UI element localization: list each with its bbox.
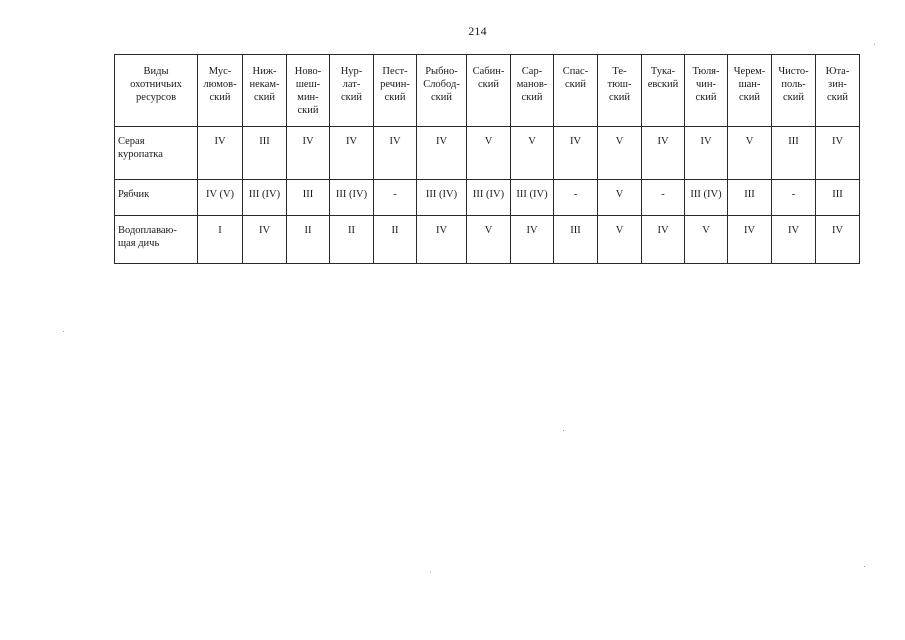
- table-cell: III: [243, 127, 287, 180]
- table-cell: IV: [772, 216, 816, 264]
- table-cell: III (IV): [417, 180, 467, 216]
- table-row: [115, 127, 860, 180]
- column-header-district: Рыбно- Слобод- ский: [417, 55, 467, 127]
- table-cell: V: [598, 216, 642, 264]
- scan-speck: [864, 566, 865, 567]
- hunting-resources-table: [114, 54, 860, 264]
- table-cell: IV: [816, 216, 860, 264]
- column-header-district: Тука- евский: [642, 55, 685, 127]
- table-cell: IV: [374, 127, 417, 180]
- table-cell: IV: [417, 216, 467, 264]
- scan-speck: [563, 430, 564, 431]
- table-cell: III: [728, 180, 772, 216]
- table-cell: IV: [642, 216, 685, 264]
- table-cell: III (IV): [243, 180, 287, 216]
- table-cell: III (IV): [685, 180, 728, 216]
- table-cell: -: [642, 180, 685, 216]
- column-header-district: Сар- манов- ский: [511, 55, 554, 127]
- header-row: [115, 55, 860, 127]
- table-row: [115, 216, 860, 264]
- table-cell: III (IV): [467, 180, 511, 216]
- scan-speck: [430, 572, 431, 573]
- column-header-district: Спас- ский: [554, 55, 598, 127]
- column-header-district: Нур- лат- ский: [330, 55, 374, 127]
- table-cell: IV: [198, 127, 243, 180]
- column-header-district: Черем- шан- ский: [728, 55, 772, 127]
- table-row: [115, 180, 860, 216]
- column-header-district: Тюля- чин- ский: [685, 55, 728, 127]
- table-cell: III: [772, 127, 816, 180]
- column-header-district: Ниж- некам- ский: [243, 55, 287, 127]
- table-cell: V: [685, 216, 728, 264]
- table-cell: III (IV): [511, 180, 554, 216]
- column-header-district: Юта- зин- ский: [816, 55, 860, 127]
- table-cell: V: [511, 127, 554, 180]
- table-cell: IV: [554, 127, 598, 180]
- column-header-district: Чисто- поль- ский: [772, 55, 816, 127]
- table-cell: IV (V): [198, 180, 243, 216]
- table-cell: I: [198, 216, 243, 264]
- table-cell: IV: [685, 127, 728, 180]
- scan-speck: [874, 44, 875, 45]
- table-cell: II: [287, 216, 330, 264]
- table-cell: -: [554, 180, 598, 216]
- scan-speck: [63, 331, 64, 332]
- table-cell: V: [467, 127, 511, 180]
- table-cell: V: [728, 127, 772, 180]
- table-cell: III: [287, 180, 330, 216]
- table-cell: V: [598, 127, 642, 180]
- table-cell: III: [816, 180, 860, 216]
- table-cell: III: [554, 216, 598, 264]
- column-header-district: Пест- речин- ский: [374, 55, 417, 127]
- table-cell: IV: [287, 127, 330, 180]
- column-header-district: Те- тюш- ский: [598, 55, 642, 127]
- column-header-resource-type: Виды охотничьих ресурсов: [115, 55, 198, 127]
- table-cell: -: [374, 180, 417, 216]
- row-header-resource: Серая куропатка: [115, 127, 198, 180]
- column-header-district: Мус- люмов- ский: [198, 55, 243, 127]
- table-cell: IV: [642, 127, 685, 180]
- table-cell: IV: [330, 127, 374, 180]
- column-header-district: Сабин- ский: [467, 55, 511, 127]
- table-cell: V: [598, 180, 642, 216]
- table-cell: V: [467, 216, 511, 264]
- row-header-resource: Рябчик: [115, 180, 198, 216]
- table-cell: IV: [728, 216, 772, 264]
- row-header-resource: Водоплаваю- щая дичь: [115, 216, 198, 264]
- table-cell: IV: [417, 127, 467, 180]
- table-cell: IV: [511, 216, 554, 264]
- table-cell: -: [772, 180, 816, 216]
- table-cell: II: [330, 216, 374, 264]
- table-cell: III (IV): [330, 180, 374, 216]
- table-cell: IV: [243, 216, 287, 264]
- page-number: 214: [468, 24, 487, 38]
- table-cell: II: [374, 216, 417, 264]
- table-cell: IV: [816, 127, 860, 180]
- column-header-district: Ново- шеш- мин- ский: [287, 55, 330, 127]
